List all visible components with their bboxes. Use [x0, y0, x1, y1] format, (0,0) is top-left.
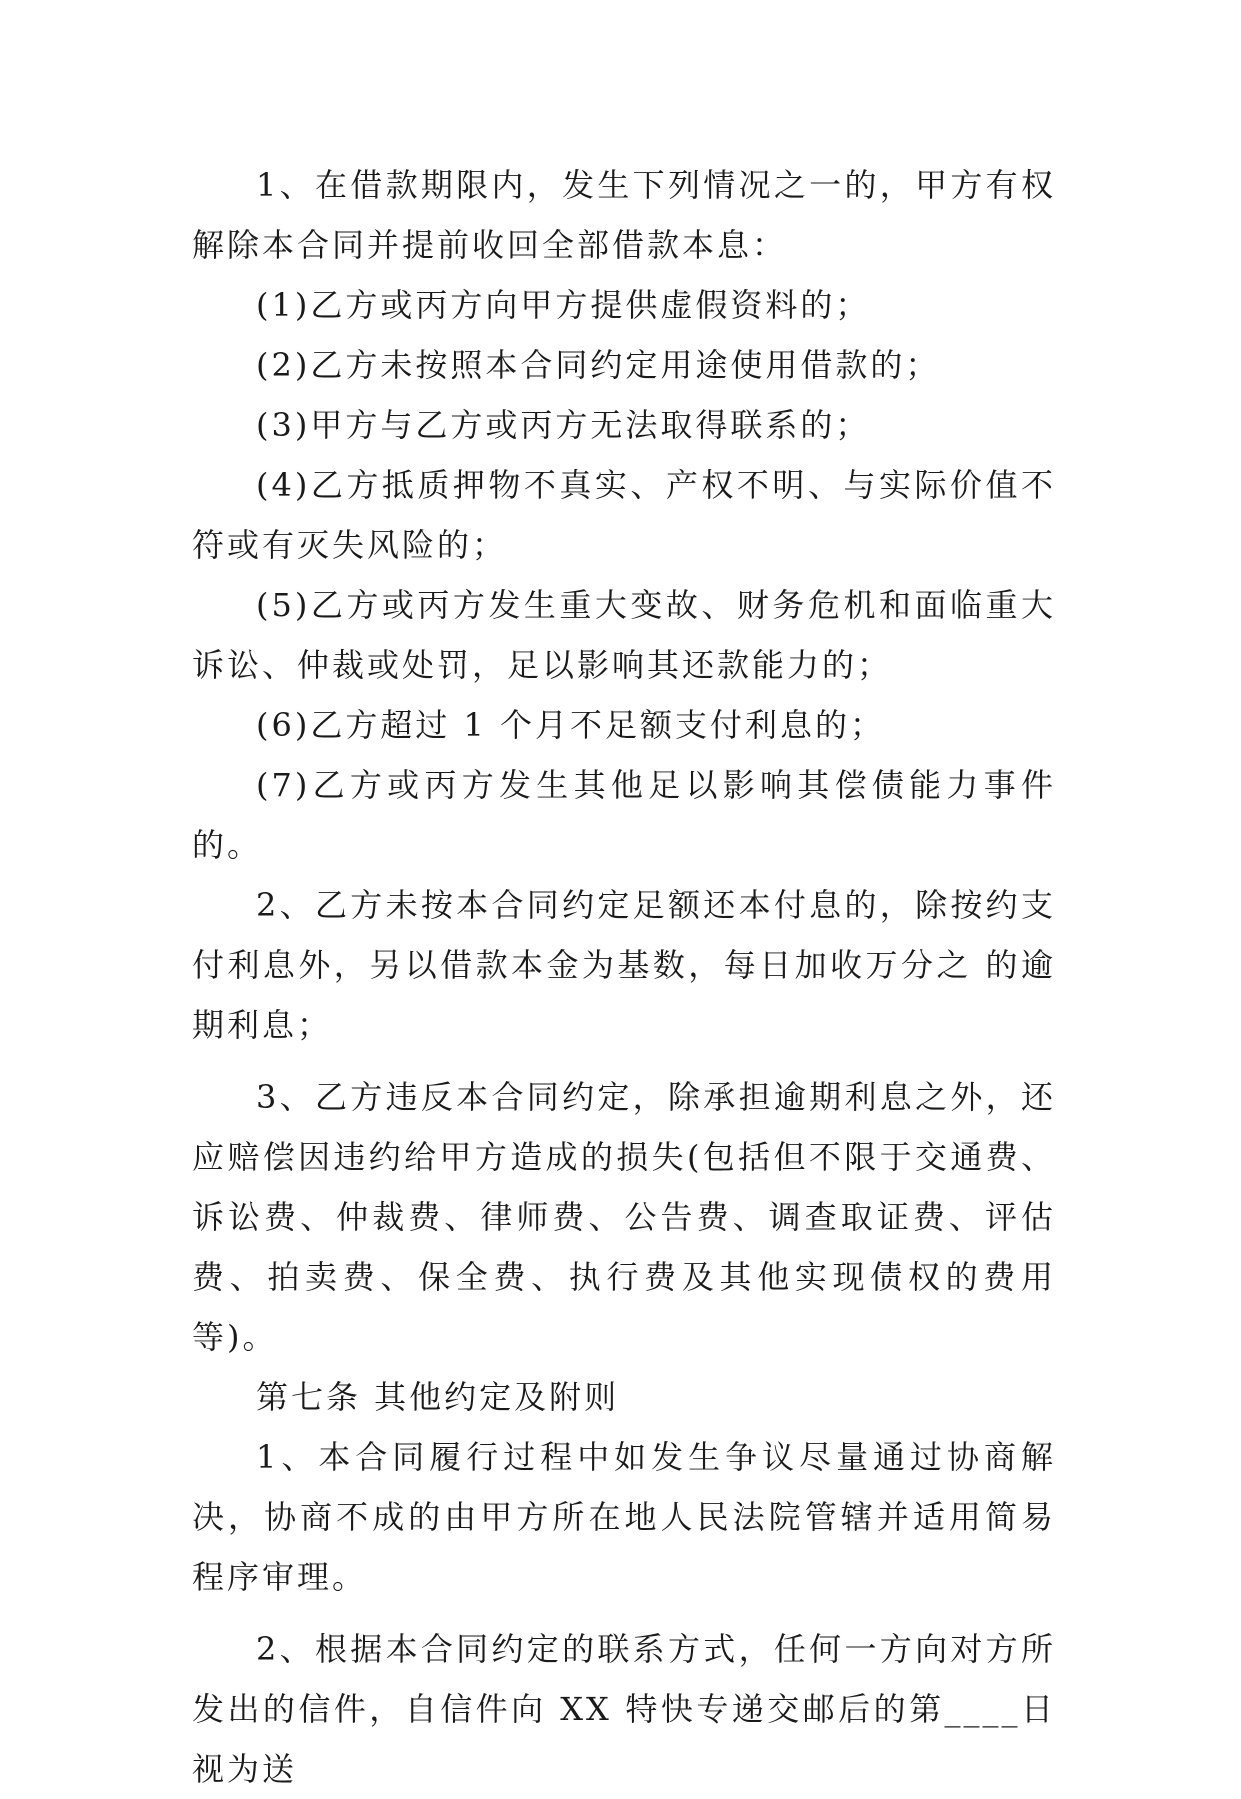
clause-item-3: (3)甲方与乙方或丙方无法取得联系的；	[256, 406, 871, 444]
clause-item-2: (2)乙方未按照本合同约定用途使用借款的；	[256, 346, 941, 384]
clause-overdue-interest: 2、乙方未按本合同约定足额还本付息的，除按约支付利息外，另以借款本金为基数，每日加收万分之 的逾期利息；	[192, 886, 1056, 1044]
clause-item-6: (6)乙方超过 1 个月不足额支付利息的；	[256, 706, 886, 744]
clause-item-4: (4)乙方抵质押物不真实、产权不明、与实际价值不符或有灭失风险的；	[192, 466, 1056, 564]
clause-termination-intro: 1、在借款期限内，发生下列情况之一的，甲方有权解除本合同并提前收回全部借款本息：	[192, 166, 1056, 264]
clause-item-5: (5)乙方或丙方发生重大变故、财务危机和面临重大诉讼、仲裁或处罚，足以影响其还款能力的；	[192, 586, 1056, 684]
clause-breach-compensation: 3、乙方违反本合同约定，除承担逾期利息之外，还应赔偿因违约给甲方造成的损失(包括但不限于交通费、诉讼费、仲裁费、律师费、公告费、调查取证费、评估费、拍卖费、保全费、执行费及其他实现债权的费用等)。	[192, 1078, 1056, 1356]
clause-item-1: (1)乙方或丙方向甲方提供虚假资料的；	[256, 286, 871, 324]
clause-notice-delivery: 2、根据本合同约定的联系方式，任何一方向对方所发出的信件，自信件向 XX 特快专递交邮后的第____日视为送	[192, 1630, 1056, 1788]
article-seven-heading: 第七条 其他约定及附则	[256, 1378, 620, 1416]
document-body	[192, 155, 1056, 1799]
clause-dispute-resolution: 1、本合同履行过程中如发生争议尽量通过协商解决，协商不成的由甲方所在地人民法院管辖并适用简易程序审理。	[192, 1438, 1056, 1596]
clause-item-7: (7)乙方或丙方发生其他足以影响其偿债能力事件的。	[192, 766, 1056, 864]
